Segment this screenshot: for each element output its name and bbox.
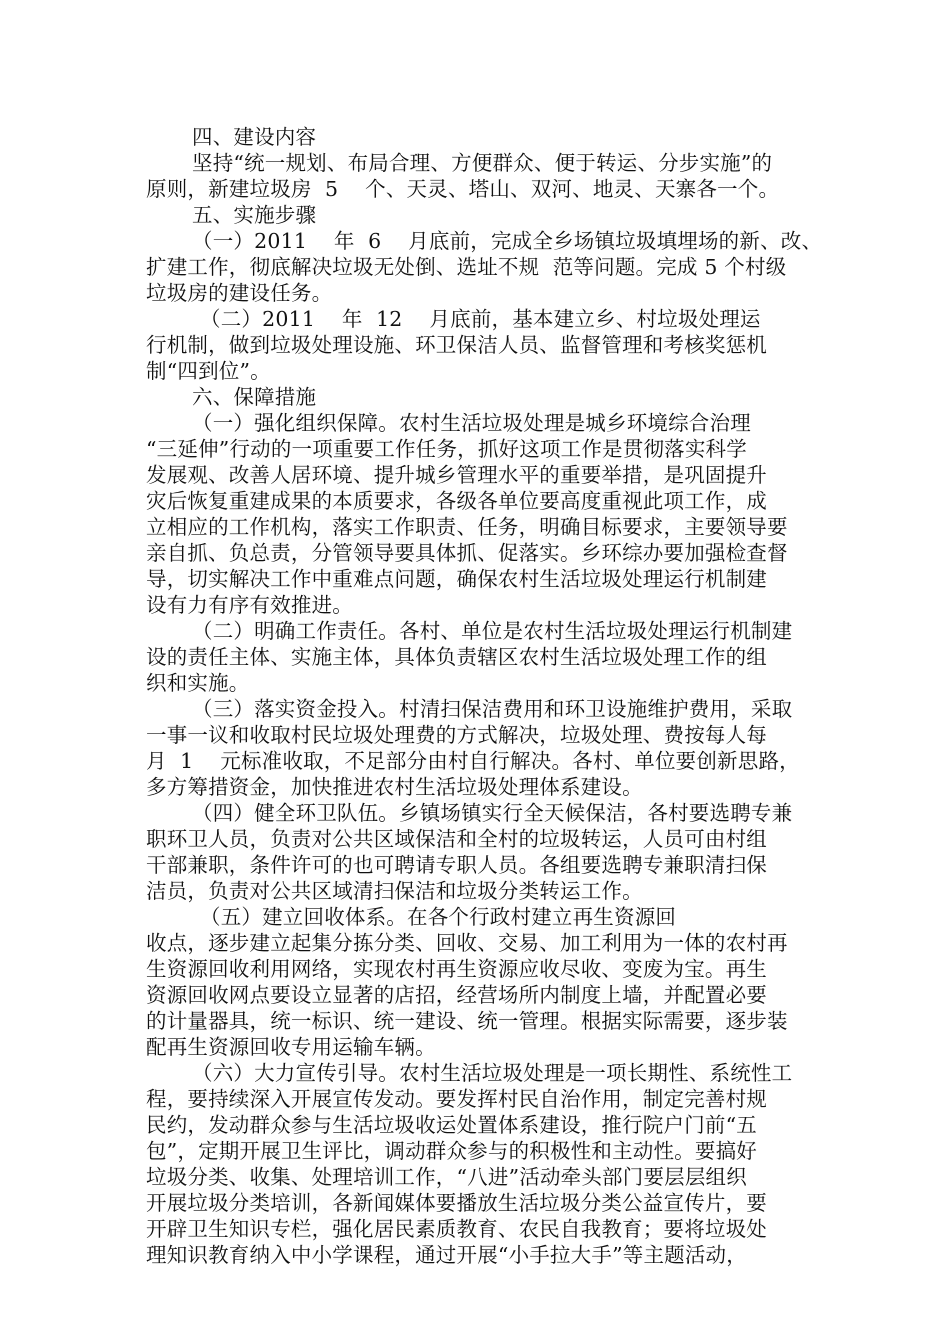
paragraph-line: 亲自抓、负总责，分管领导要具体抓、促落实。乡环综办要加强检查督 (146, 541, 788, 565)
paragraph-line: 坚持“统一规划、布局合理、方便群众、便于转运、分步实施”的 (192, 151, 773, 175)
paragraph-line: 的计量器具，统一标识、统一建设、统一管理。根据实际需要，逐步装 (146, 1009, 788, 1033)
paragraph-line: 生资源回收利用网络，实现农村再生资源应收尽收、变废为宝。再生 (146, 957, 767, 981)
paragraph-line: 发展观、改善人居环境、提升城乡管理水平的重要举措，是巩固提升 (146, 463, 767, 487)
paragraph-line: 洁员，负责对公共区域清扫保洁和垃圾分类转运工作。 (146, 879, 643, 903)
paragraph-line: 开展垃圾分类培训，各新闻媒体要播放生活垃圾分类公益宣传片，要 (146, 1191, 767, 1215)
paragraph-line: “三延伸”行动的一项重要工作任务，抓好这项工作是贯彻落实科学 (146, 437, 747, 461)
heading-implementation-steps: 五、实施步骤 (192, 203, 317, 227)
paragraph-line: 民约，发动群众参与生活垃圾收运处置体系建设，推行院户门前“五 (146, 1113, 757, 1137)
paragraph-line: （四）健全环卫队伍。乡镇场镇实行全天候保洁，各村要选聘专兼 (192, 801, 793, 825)
paragraph-line: （二）明确工作责任。各村、单位是农村生活垃圾处理运行机制建 (192, 619, 793, 643)
paragraph-line: 开辟卫生知识专栏，强化居民素质教育、农民自我教育；要将垃圾处 (146, 1217, 767, 1241)
paragraph-line: 职环卫人员，负责对公共区域保洁和全村的垃圾转运，人员可由村组 (146, 827, 767, 851)
paragraph-line: 干部兼职，条件许可的也可聘请专职人员。各组要选聘专兼职清扫保 (146, 853, 767, 877)
heading-construction-content: 四、建设内容 (192, 125, 317, 149)
paragraph-line: 资源回收网点要设立显著的店招，经营场所内制度上墙，并配置必要 (146, 983, 767, 1007)
paragraph-line: 灾后恢复重建成果的本质要求，各级各单位要高度重视此项工作，成 (146, 489, 767, 513)
paragraph-line: 收点，逐步建立起集分拣分类、回收、交易、加工利用为一体的农村再 (146, 931, 788, 955)
paragraph-line: （五）建立回收体系。在各个行政村建立再生资源回 (200, 905, 677, 929)
paragraph-line: 一事一议和收取村民垃圾处理费的方式解决，垃圾处理、费按每人每 (146, 723, 767, 747)
paragraph-line: 设的责任主体、实施主体，具体负责辖区农村生活垃圾处理工作的组 (146, 645, 767, 669)
paragraph-line: 垃圾分类、收集、处理培训工作，“八进”活动牵头部门要层层组织 (146, 1165, 747, 1189)
paragraph-line: 多方筹措资金，加快推进农村生活垃圾处理体系建设。 (146, 775, 643, 799)
paragraph-line: 月 1 元标准收取，不足部分由村自行解决。各村、单位要创新思路， (146, 749, 800, 773)
paragraph-line: 包”，定期开展卫生评比，调动群众参与的积极性和主动性。要搞好 (146, 1139, 757, 1163)
paragraph-line: （一）2011 年 6 月底前，完成全乡场镇垃圾填埋场的新、改、 (192, 229, 823, 253)
paragraph-line: 原则，新建垃圾房 5 个、天灵、塔山、双河、地灵、天寨各一个。 (146, 177, 780, 201)
paragraph-line: 程，要持续深入开展宣传发动。要发挥村民自治作用，制定完善村规 (146, 1087, 767, 1111)
paragraph-line: 行机制，做到垃圾处理设施、环卫保洁人员、监督管理和考核奖惩机 (146, 333, 767, 357)
paragraph-line: （三）落实资金投入。村清扫保洁费用和环卫设施维护费用，采取 (192, 697, 793, 721)
paragraph-line: 配再生资源回收专用运输车辆。 (146, 1035, 436, 1059)
paragraph-line: 理知识教育纳入中小学课程，通过开展“小手拉大手”等主题活动， (146, 1243, 747, 1267)
paragraph-line: （一）强化组织保障。农村生活垃圾处理是城乡环境综合治理 (192, 411, 751, 435)
paragraph-line: 导，切实解决工作中重难点问题，确保农村生活垃圾处理运行机制建 (146, 567, 767, 591)
paragraph-line: 制“四到位”。 (146, 359, 271, 383)
paragraph-line: （六）大力宣传引导。农村生活垃圾处理是一项长期性、系统性工 (192, 1061, 793, 1085)
paragraph-line: 织和实施。 (146, 671, 250, 695)
paragraph-line: 扩建工作，彻底解决垃圾无处倒、选址不规 范等问题。完成 5 个村级 (146, 255, 787, 279)
paragraph-line: 设有力有序有效推进。 (146, 593, 353, 617)
heading-safeguard-measures: 六、保障措施 (192, 385, 317, 409)
paragraph-line: 立相应的工作机构，落实工作职责、任务，明确目标要求，主要领导要 (146, 515, 788, 539)
paragraph-line: 垃圾房的建设任务。 (146, 281, 333, 305)
paragraph-line: （二）2011 年 12 月底前，基本建立乡、村垃圾处理运 (200, 307, 761, 331)
